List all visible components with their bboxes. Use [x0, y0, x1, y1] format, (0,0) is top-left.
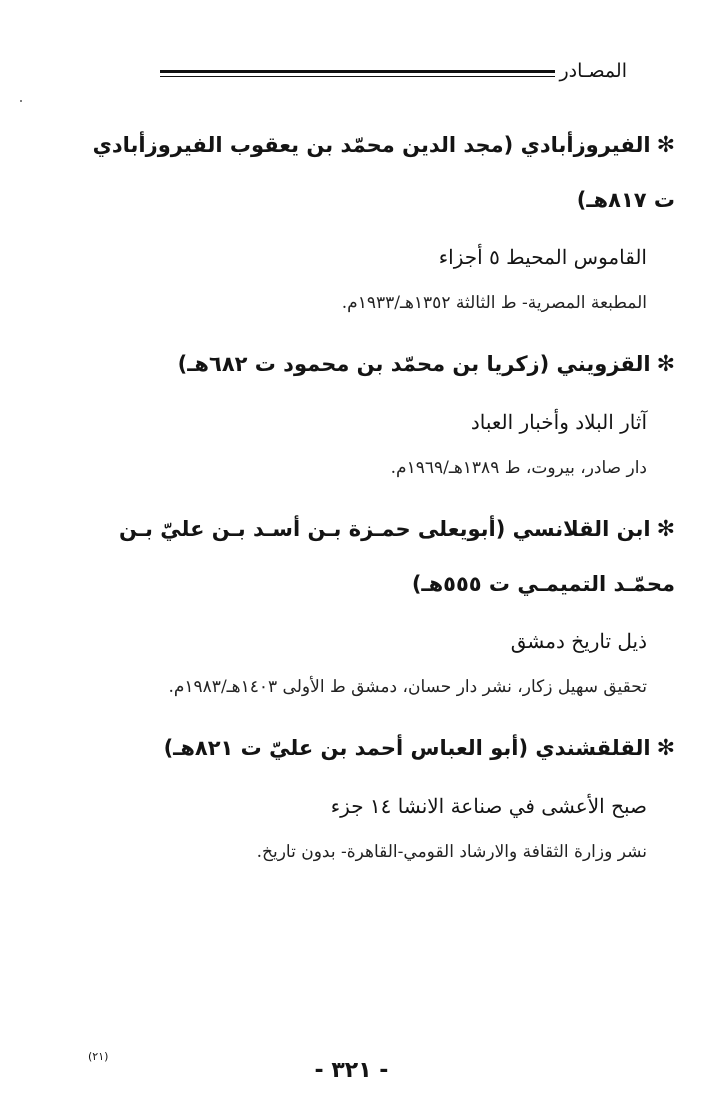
entry-title: القاموس المحيط ٥ أجزاء	[438, 245, 647, 269]
entry-publication: تحقيق سهيل زكار، نشر دار حسان، دمشق ط الأولى ١٤٠٣هـ/١٩٨٣م.	[168, 677, 647, 697]
bibliography-entry	[78, 337, 675, 482]
entry-publication: المطبعة المصرية- ط الثالثة ١٣٥٢هـ/١٩٣٣م.	[341, 293, 647, 313]
entry-publication: نشر وزارة الثقافة والارشاد القومي-القاهرة- بدون تاريخ.	[256, 842, 647, 862]
running-header	[160, 58, 627, 88]
header-title: المصـادر	[559, 60, 627, 82]
header-rule	[160, 70, 555, 77]
entry-title: آثار البلاد وأخبار العباد	[470, 410, 647, 434]
bibliography-list	[78, 118, 675, 886]
bibliography-entry	[78, 502, 675, 701]
bibliography-entry	[78, 721, 675, 866]
bibliography-entry	[78, 118, 675, 317]
asterisk-icon: ✻	[656, 736, 675, 761]
entry-publication: دار صادر، بيروت، ط ١٣٨٩هـ/١٩٦٩م.	[390, 458, 647, 478]
asterisk-icon: ✻	[656, 352, 675, 377]
entry-title: ذيل تاريخ دمشق	[510, 629, 647, 653]
asterisk-icon: ✻	[656, 133, 675, 158]
entry-author: ✻ابن القلانسي (أبويعلى حمـزة بـن أسـد بـن عليّ بـن محمّـد التميمـي ت ٥٥٥هـ)	[78, 502, 675, 611]
signature-mark: (٢١)	[88, 1050, 109, 1063]
entry-author: ✻القلقشندي (أبو العباس أحمد بن عليّ ت ٨٢١هـ)	[78, 721, 675, 776]
entry-title: صبح الأعشى في صناعة الانشا ١٤ جزء	[330, 794, 647, 818]
margin-dot	[20, 100, 22, 102]
page-number: - ٣٢١ -	[314, 1058, 389, 1083]
entry-author: ✻القزويني (زكريا بن محمّد بن محمود ت ٦٨٢هـ)	[78, 337, 675, 392]
entry-author: ✻الفيروزأبادي (مجد الدين محمّد بن يعقوب الفيروزأبادي ت ٨١٧هـ)	[78, 118, 675, 227]
asterisk-icon: ✻	[656, 517, 675, 542]
